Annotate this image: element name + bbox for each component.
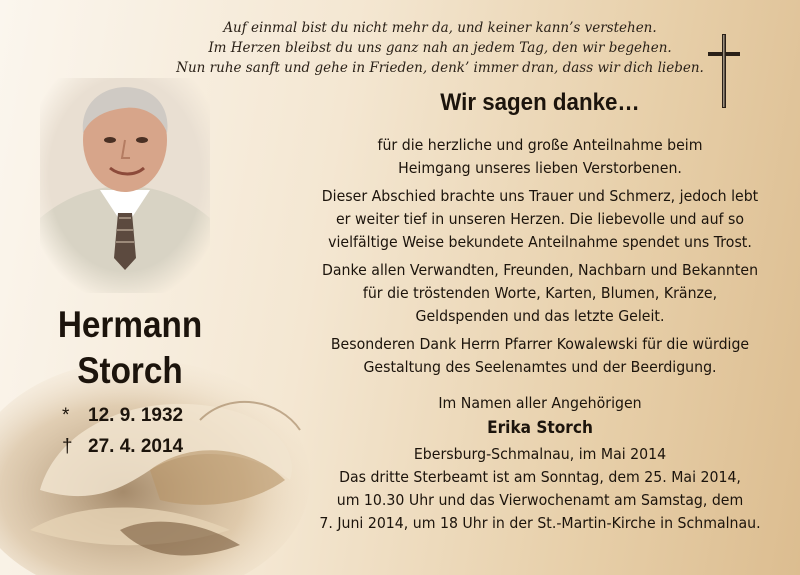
text-line: Heimgang unseres lieben Verstorbenen. [398, 159, 682, 177]
paragraph [280, 134, 800, 180]
text-line: um 10.30 Uhr und das Vierwochenamt am Samstag, dem [336, 491, 744, 509]
paragraph [280, 185, 800, 254]
death-date: 27. 4. 2014 [88, 436, 184, 457]
text-line: Ebersburg-Schmalnau, im Mai 2014 [413, 445, 667, 463]
deceased-name [31, 302, 229, 394]
poem-line: Nun ruhe sanft und gehe in Frieden, denk’ immer dran, dass wir dich lieben. [176, 60, 704, 76]
birth-star-icon: * [62, 405, 70, 426]
poem-line: Auf einmal bist du nicht mehr da, und keiner kann’s verstehen. [223, 20, 657, 36]
signer-name: Erika Storch [487, 418, 593, 437]
poem-line: Im Herzen bleibst du uns ganz nah an jedem Tag, den wir begehen. [208, 40, 672, 56]
text-line: Dieser Abschied brachte uns Trauer und Schmerz, jedoch lebt [321, 187, 759, 205]
text-line: 7. Juni 2014, um 18 Uhr in der St.-Martin-Kirche in Schmalnau. [319, 514, 761, 532]
text-line: Das dritte Sterbeamt ist am Sonntag, dem 25. Mai 2014, [339, 468, 741, 486]
death-cross-icon: † [62, 436, 73, 457]
birth-row [62, 400, 183, 431]
paragraph [280, 333, 800, 379]
headline: Wir sagen danke… [440, 89, 640, 116]
last-name: Storch [77, 350, 183, 391]
thanks-text [280, 88, 800, 540]
life-dates [62, 400, 183, 462]
paragraph [280, 259, 800, 328]
text-line: für die herzliche und große Anteilnahme beim [377, 136, 703, 154]
text-line: Geldspenden und das letzte Geleit. [415, 307, 665, 325]
text-line: für die tröstenden Worte, Karten, Blumen, Kränze, [362, 284, 718, 302]
text-line: Gestaltung des Seelenamtes und der Beerdigung. [363, 358, 717, 376]
closing-info [280, 443, 800, 535]
text-line: er weiter tief in unseren Herzen. Die liebevolle und auf so [335, 210, 745, 228]
birth-date: 12. 9. 1932 [88, 405, 184, 426]
text-line: vielfältige Weise bekundete Anteilnahme spendet uns Trost. [328, 233, 752, 251]
text-line: Danke allen Verwandten, Freunden, Nachbarn und Bekannten [321, 261, 759, 279]
portrait-photo [40, 78, 210, 293]
death-row [62, 431, 183, 462]
first-name: Hermann [57, 304, 203, 345]
on-behalf: Im Namen aller Angehörigen [438, 394, 642, 412]
text-line: Besonderen Dank Herrn Pfarrer Kowalewski für die würdige [330, 335, 750, 353]
poem-verse [0, 18, 800, 78]
